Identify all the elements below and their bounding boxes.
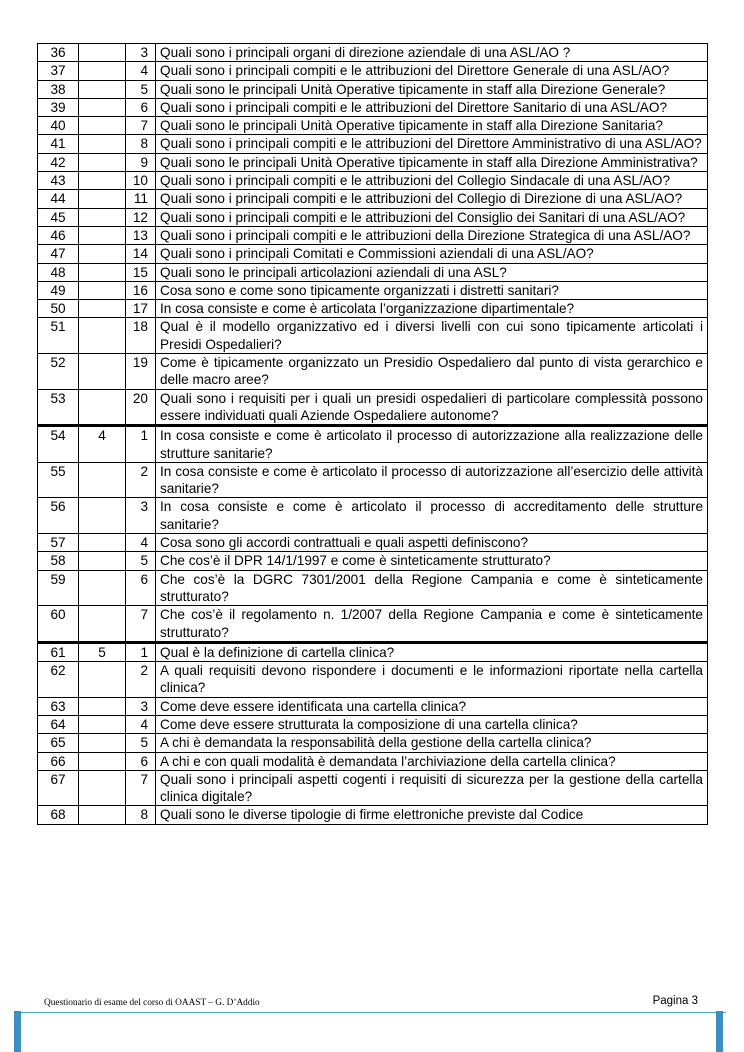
footer-page-number: Pagina 3 bbox=[652, 995, 698, 1007]
question-text: In cosa consiste e come è articolato il processo di accreditamento delle strutture sanitarie? bbox=[156, 498, 708, 534]
questions-table bbox=[37, 43, 708, 825]
module-number: 5 bbox=[79, 642, 126, 661]
question-index: 1 bbox=[126, 426, 156, 463]
question-number: 49 bbox=[38, 281, 79, 299]
question-number: 45 bbox=[38, 208, 79, 226]
question-index: 4 bbox=[126, 62, 156, 80]
question-text: Quali sono i principali aspetti cogenti i requisiti di sicurezza per la gestione della cartella clinica digitale? bbox=[156, 770, 708, 806]
question-number: 62 bbox=[38, 662, 79, 698]
question-number: 40 bbox=[38, 117, 79, 135]
question-text: Quali sono i principali compiti e le attribuzioni del Direttore Amministrativo di una ASL/AO? bbox=[156, 135, 708, 153]
question-text: Quali sono i requisiti per i quali un presidi ospedalieri di particolare complessità possono essere individuati quali Aziende Ospedaliere autonome? bbox=[156, 389, 708, 426]
question-index: 13 bbox=[126, 226, 156, 244]
table-row bbox=[38, 662, 708, 698]
table-row bbox=[38, 117, 708, 135]
table-row bbox=[38, 263, 708, 281]
module-number bbox=[79, 462, 126, 498]
table-row bbox=[38, 752, 708, 770]
question-number: 56 bbox=[38, 498, 79, 534]
module-number bbox=[79, 245, 126, 263]
table-row bbox=[38, 80, 708, 98]
question-text: Quali sono le diverse tipologie di firme elettroniche previste dal Codice bbox=[156, 806, 708, 824]
question-index: 17 bbox=[126, 300, 156, 318]
question-index: 20 bbox=[126, 389, 156, 426]
question-number: 65 bbox=[38, 734, 79, 752]
question-number: 64 bbox=[38, 715, 79, 733]
module-number bbox=[79, 135, 126, 153]
module-number bbox=[79, 570, 126, 606]
module-number bbox=[79, 80, 126, 98]
question-text: Quali sono le principali Unità Operative tipicamente in staff alla Direzione Generale? bbox=[156, 80, 708, 98]
question-number: 52 bbox=[38, 354, 79, 390]
question-number: 37 bbox=[38, 62, 79, 80]
table-row bbox=[38, 98, 708, 116]
module-number bbox=[79, 806, 126, 824]
table-row bbox=[38, 172, 708, 190]
module-number bbox=[79, 498, 126, 534]
question-index: 2 bbox=[126, 462, 156, 498]
module-number bbox=[79, 190, 126, 208]
table-row bbox=[38, 426, 708, 463]
module-number bbox=[79, 153, 126, 171]
module-number bbox=[79, 752, 126, 770]
question-text: A chi e con quali modalità è demandata l’archiviazione della cartella clinica? bbox=[156, 752, 708, 770]
table-row bbox=[38, 770, 708, 806]
module-number bbox=[79, 697, 126, 715]
table-row bbox=[38, 226, 708, 244]
question-index: 18 bbox=[126, 318, 156, 354]
question-text: Che cos’è il regolamento n. 1/2007 della Regione Campania e come è sinteticamente strutturato? bbox=[156, 606, 708, 643]
question-number: 67 bbox=[38, 770, 79, 806]
module-number bbox=[79, 318, 126, 354]
question-index: 7 bbox=[126, 117, 156, 135]
table-row bbox=[38, 135, 708, 153]
question-text: Qual è la definizione di cartella clinica? bbox=[156, 642, 708, 661]
question-index: 4 bbox=[126, 715, 156, 733]
table-row bbox=[38, 62, 708, 80]
footer-divider bbox=[18, 1012, 726, 1013]
question-text: Che cos’è il DPR 14/1/1997 e come è sinteticamente strutturato? bbox=[156, 552, 708, 570]
table-row bbox=[38, 300, 708, 318]
module-number bbox=[79, 534, 126, 552]
question-text: Quali sono le principali Unità Operative tipicamente in staff alla Direzione Sanitaria? bbox=[156, 117, 708, 135]
questions-table-body bbox=[38, 44, 708, 825]
question-text: Quali sono le principali Unità Operative tipicamente in staff alla Direzione Amministrativa? bbox=[156, 153, 708, 171]
question-index: 3 bbox=[126, 697, 156, 715]
question-index: 2 bbox=[126, 662, 156, 698]
table-row bbox=[38, 697, 708, 715]
module-number bbox=[79, 208, 126, 226]
question-index: 3 bbox=[126, 44, 156, 62]
module-number bbox=[79, 389, 126, 426]
question-number: 50 bbox=[38, 300, 79, 318]
question-number: 46 bbox=[38, 226, 79, 244]
question-index: 5 bbox=[126, 552, 156, 570]
module-number bbox=[79, 281, 126, 299]
question-index: 7 bbox=[126, 606, 156, 643]
question-number: 42 bbox=[38, 153, 79, 171]
right-page-edge-bar bbox=[716, 1011, 723, 1052]
question-index: 4 bbox=[126, 534, 156, 552]
question-number: 51 bbox=[38, 318, 79, 354]
question-number: 61 bbox=[38, 642, 79, 661]
table-row bbox=[38, 534, 708, 552]
module-number bbox=[79, 552, 126, 570]
question-text: Quali sono i principali compiti e le attribuzioni del Collegio di Direzione di una ASL/AO? bbox=[156, 190, 708, 208]
question-index: 6 bbox=[126, 98, 156, 116]
question-text: Quali sono i principali compiti e le attribuzioni del Direttore Generale di una ASL/AO? bbox=[156, 62, 708, 80]
question-index: 8 bbox=[126, 135, 156, 153]
question-index: 5 bbox=[126, 734, 156, 752]
question-number: 41 bbox=[38, 135, 79, 153]
question-text: Quali sono i principali compiti e le attribuzioni del Collegio Sindacale di una ASL/AO? bbox=[156, 172, 708, 190]
question-text: A chi è demandata la responsabilità della gestione della cartella clinica? bbox=[156, 734, 708, 752]
question-text: Come deve essere strutturata la composizione di una cartella clinica? bbox=[156, 715, 708, 733]
question-number: 63 bbox=[38, 697, 79, 715]
question-text: Come è tipicamente organizzato un Presidio Ospedaliero dal punto di vista gerarchico e delle macro aree? bbox=[156, 354, 708, 390]
question-text: A quali requisiti devono rispondere i documenti e le informazioni riportate nella cartella clinica? bbox=[156, 662, 708, 698]
module-number bbox=[79, 263, 126, 281]
table-row bbox=[38, 642, 708, 661]
question-index: 5 bbox=[126, 80, 156, 98]
table-row bbox=[38, 570, 708, 606]
question-number: 57 bbox=[38, 534, 79, 552]
module-number: 4 bbox=[79, 426, 126, 463]
module-number bbox=[79, 300, 126, 318]
module-number bbox=[79, 172, 126, 190]
table-row bbox=[38, 552, 708, 570]
question-index: 14 bbox=[126, 245, 156, 263]
question-number: 59 bbox=[38, 570, 79, 606]
table-row bbox=[38, 389, 708, 426]
module-number bbox=[79, 662, 126, 698]
table-row bbox=[38, 190, 708, 208]
module-number bbox=[79, 226, 126, 244]
table-row bbox=[38, 498, 708, 534]
module-number bbox=[79, 734, 126, 752]
question-number: 58 bbox=[38, 552, 79, 570]
question-number: 68 bbox=[38, 806, 79, 824]
question-text: Quali sono le principali articolazioni aziendali di una ASL? bbox=[156, 263, 708, 281]
question-number: 36 bbox=[38, 44, 79, 62]
module-number bbox=[79, 354, 126, 390]
question-text: In cosa consiste e come è articolato il processo di autorizzazione all’esercizio delle attività sanitarie? bbox=[156, 462, 708, 498]
question-index: 12 bbox=[126, 208, 156, 226]
question-index: 19 bbox=[126, 354, 156, 390]
module-number bbox=[79, 98, 126, 116]
table-row bbox=[38, 245, 708, 263]
table-row bbox=[38, 606, 708, 643]
table-row bbox=[38, 462, 708, 498]
question-index: 6 bbox=[126, 752, 156, 770]
question-number: 60 bbox=[38, 606, 79, 643]
question-text: Cosa sono gli accordi contrattuali e quali aspetti definiscono? bbox=[156, 534, 708, 552]
module-number bbox=[79, 44, 126, 62]
question-number: 39 bbox=[38, 98, 79, 116]
module-number bbox=[79, 770, 126, 806]
question-index: 7 bbox=[126, 770, 156, 806]
table-row bbox=[38, 806, 708, 824]
table-row bbox=[38, 734, 708, 752]
question-text: Cosa sono e come sono tipicamente organizzati i distretti sanitari? bbox=[156, 281, 708, 299]
question-index: 11 bbox=[126, 190, 156, 208]
table-row bbox=[38, 318, 708, 354]
table-row bbox=[38, 354, 708, 390]
question-index: 8 bbox=[126, 806, 156, 824]
question-text: Quali sono i principali Comitati e Commissioni aziendali di una ASL/AO? bbox=[156, 245, 708, 263]
question-index: 1 bbox=[126, 642, 156, 661]
question-text: Come deve essere identificata una cartella clinica? bbox=[156, 697, 708, 715]
left-page-edge-bar bbox=[14, 1011, 21, 1052]
question-index: 15 bbox=[126, 263, 156, 281]
question-number: 38 bbox=[38, 80, 79, 98]
table-row bbox=[38, 44, 708, 62]
question-number: 48 bbox=[38, 263, 79, 281]
table-row bbox=[38, 281, 708, 299]
question-text: Qual è il modello organizzativo ed i diversi livelli con cui sono tipicamente articolati i Presidi Ospedalieri? bbox=[156, 318, 708, 354]
question-text: Quali sono i principali compiti e le attribuzioni del Direttore Sanitario di una ASL/AO? bbox=[156, 98, 708, 116]
module-number bbox=[79, 62, 126, 80]
question-text: In cosa consiste e come è articolato il processo di autorizzazione alla realizzazione delle strutture sanitarie? bbox=[156, 426, 708, 463]
question-text: Quali sono i principali compiti e le attribuzioni della Direzione Strategica di una ASL/AO? bbox=[156, 226, 708, 244]
question-number: 55 bbox=[38, 462, 79, 498]
question-text: Quali sono i principali compiti e le attribuzioni del Consiglio dei Sanitari di una ASL/AO? bbox=[156, 208, 708, 226]
table-row bbox=[38, 715, 708, 733]
question-index: 10 bbox=[126, 172, 156, 190]
module-number bbox=[79, 715, 126, 733]
table-row bbox=[38, 208, 708, 226]
question-number: 44 bbox=[38, 190, 79, 208]
table-row bbox=[38, 153, 708, 171]
question-number: 54 bbox=[38, 426, 79, 463]
question-index: 9 bbox=[126, 153, 156, 171]
question-number: 66 bbox=[38, 752, 79, 770]
question-text: Che cos’è la DGRC 7301/2001 della Regione Campania e come è sinteticamente strutturato? bbox=[156, 570, 708, 606]
question-number: 47 bbox=[38, 245, 79, 263]
module-number bbox=[79, 117, 126, 135]
question-text: In cosa consiste e come è articolata l’organizzazione dipartimentale? bbox=[156, 300, 708, 318]
question-index: 3 bbox=[126, 498, 156, 534]
question-index: 16 bbox=[126, 281, 156, 299]
question-index: 6 bbox=[126, 570, 156, 606]
module-number bbox=[79, 606, 126, 643]
question-number: 43 bbox=[38, 172, 79, 190]
question-number: 53 bbox=[38, 389, 79, 426]
question-text: Quali sono i principali organi di direzione aziendale di una ASL/AO ? bbox=[156, 44, 708, 62]
footer-course-title: Questionario di esame del corso di OAAST – G. D’Addio bbox=[44, 998, 260, 1008]
